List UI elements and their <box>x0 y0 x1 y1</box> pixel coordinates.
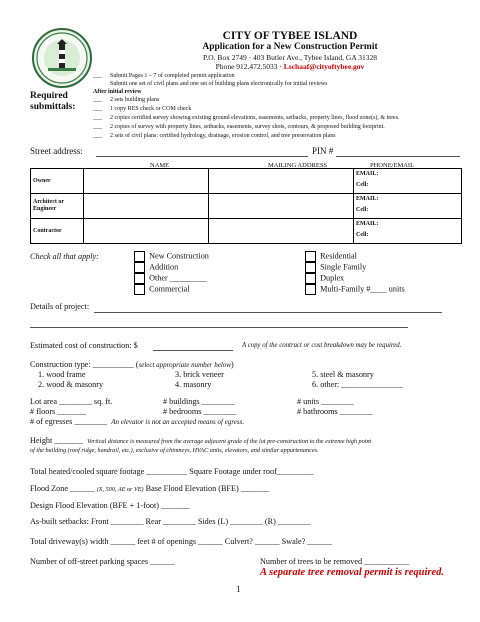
street-address-field[interactable] <box>96 156 308 157</box>
email-label: EMAIL: <box>356 171 379 177</box>
party-name-cell[interactable] <box>84 169 209 194</box>
submittal-item-7 <box>93 133 336 139</box>
col-name-header: NAME <box>150 162 170 169</box>
cell-label: Cell: <box>356 207 369 213</box>
ctype-option-1: 1. wood frame <box>38 370 86 379</box>
city-seal-logo <box>32 28 92 88</box>
submittal-item-4 <box>93 106 191 112</box>
blank-line: ___ <box>93 97 102 103</box>
cell-label: Cell: <box>356 232 369 238</box>
checkbox[interactable] <box>305 251 316 262</box>
submittal-item-3 <box>93 97 159 103</box>
option-label: Commercial <box>149 284 190 294</box>
option-label: Addition <box>149 262 179 272</box>
construction-type-close: ) <box>230 360 234 369</box>
street-address-label: Street address: <box>30 146 83 156</box>
pin-field[interactable] <box>336 156 460 157</box>
submittal-text: 2 copies certified survey showing existing ground elevations, easements, setbacks, property lines, flood zone(s), & trees. <box>110 115 400 121</box>
blank-line: ___ <box>93 115 102 121</box>
check-addition[interactable] <box>134 262 178 273</box>
party-mailing-cell[interactable] <box>209 169 354 194</box>
check-other[interactable] <box>134 273 207 284</box>
pin-label: PIN # <box>312 146 334 156</box>
option-label: Residential <box>320 251 357 261</box>
checkbox[interactable] <box>305 273 316 284</box>
height-note-1: Vertical distance is measured from the average adjacent grade of the lot pre-construction to the extreme high point <box>87 438 372 445</box>
parties-table <box>30 168 462 244</box>
check-residential[interactable] <box>305 251 357 262</box>
check-new-construction[interactable] <box>134 251 209 262</box>
driveway-row[interactable]: Total driveway(s) width ______ feet # of openings ______ Culvert? ______ Swale? ______ <box>30 537 332 546</box>
checkbox[interactable] <box>134 262 145 273</box>
buildings-count[interactable]: # buildings ________ <box>163 397 235 406</box>
party-name-cell[interactable] <box>84 219 209 244</box>
flood-zone-row <box>30 484 269 493</box>
after-initial-review: After initial review <box>93 89 142 95</box>
contact-email[interactable]: Lschaaf@cityoftybee.gov <box>283 62 365 71</box>
submittal-text: Submit Pages 1 – 7 of completed permit application <box>110 73 235 79</box>
submittal-item-5 <box>93 115 399 121</box>
blank-line: ___ <box>93 106 102 112</box>
parking-spaces[interactable]: Number of off-street parking spaces ______ <box>30 557 175 566</box>
party-contact-cell[interactable] <box>354 169 462 194</box>
option-label: Duplex <box>320 273 345 283</box>
construction-type-row <box>30 360 234 369</box>
submittal-item-1 <box>93 73 235 79</box>
square-footage-row[interactable]: Total heated/cooled square footage __________ Square Footage under roof_________ <box>30 467 314 476</box>
submittal-text: 2 sets of civil plans: certified hydrology, drainage, erosion control, and tree preservation plans <box>110 133 336 139</box>
option-label: Single Family <box>320 262 367 272</box>
submittal-item-2 <box>93 81 327 87</box>
details-field-line-2[interactable] <box>30 327 408 328</box>
cost-note: A copy of the contract or cost breakdown may be required. <box>242 342 402 349</box>
submittal-text: 2 sets building plans <box>110 97 160 103</box>
egress-row <box>30 417 244 426</box>
party-label: Architect or Engineer <box>31 194 84 219</box>
egress-note: An elevator is not an accepted means of egress. <box>111 418 245 426</box>
ctype-option-6: 6. other: _______________ <box>312 380 403 389</box>
email-label: EMAIL: <box>356 196 379 202</box>
blank-line: ___ <box>93 124 102 130</box>
checkbox[interactable] <box>305 262 316 273</box>
check-multi-family[interactable] <box>305 284 405 295</box>
checkbox[interactable] <box>134 273 145 284</box>
city-address: P.O. Box 2749 · 403 Butler Ave., Tybee Island, GA 31328 <box>203 53 377 62</box>
estimated-cost-label: Estimated cost of construction: $ <box>30 341 138 350</box>
submittal-text: 2 copies of survey with property lines, setbacks, easements, survey shots, contours, & proposed building footprint. <box>110 124 385 130</box>
height-note-2: of the building (roof ridge, handrail, etc.), exclusive of chimneys, HVAC units, elevators, and similar appurtenances. <box>30 447 319 454</box>
party-mailing-cell[interactable] <box>209 194 354 219</box>
floors-count[interactable]: # floors _______ <box>30 407 86 416</box>
ctype-option-5: 5. steel & masonry <box>312 370 374 379</box>
bathrooms-count[interactable]: # bathrooms ________ <box>297 407 373 416</box>
option-label: New Construction <box>149 251 209 261</box>
details-label: Details of project: <box>30 302 90 311</box>
bedrooms-count[interactable]: # bedrooms ________ <box>163 407 237 416</box>
check-duplex[interactable] <box>305 273 344 284</box>
lot-area[interactable]: Lot area ________ sq. ft. <box>30 397 113 406</box>
party-row-contractor <box>31 219 462 244</box>
option-label: Other _________ <box>149 273 207 283</box>
bfe-field[interactable]: Base Flood Elevation (BFE) _______ <box>143 484 270 493</box>
units-count[interactable]: # units ________ <box>297 397 354 406</box>
check-single-family[interactable] <box>305 262 366 273</box>
submittal-text: 1 copy RES check or COM check <box>110 106 192 112</box>
party-row-owner <box>31 169 462 194</box>
flood-zone-field[interactable]: Flood Zone ______ <box>30 484 97 493</box>
city-name: CITY OF TYBEE ISLAND <box>222 30 358 42</box>
party-mailing-cell[interactable] <box>209 219 354 244</box>
party-contact-cell[interactable] <box>354 219 462 244</box>
estimated-cost-field[interactable] <box>153 350 233 351</box>
flood-zone-hint: (X, 500, AE or VE) <box>96 486 144 493</box>
party-label: Contractor <box>31 219 84 244</box>
blank-line: ___ <box>93 73 102 79</box>
city-contact <box>160 62 420 71</box>
page-number: 1 <box>236 584 241 594</box>
ctype-option-3: 3. brick veneer <box>175 370 224 379</box>
construction-type-hint: select appropriate number below <box>138 361 231 369</box>
checkbox[interactable] <box>134 284 145 295</box>
checkbox[interactable] <box>134 251 145 262</box>
phone-text: Phone 912.472.5033 · <box>215 62 284 71</box>
email-label: EMAIL: <box>356 221 379 227</box>
party-label: Owner <box>31 169 84 194</box>
details-field-line-1[interactable] <box>94 312 442 313</box>
required-submittals-label <box>30 91 75 113</box>
required-label-2: submittals: <box>30 102 76 112</box>
submittal-text: Submit one set of civil plans and one set of building plans electronically for initial reviews <box>110 81 328 87</box>
party-row-architect <box>31 194 462 219</box>
design-flood-elevation[interactable]: Design Flood Elevation (BFE + 1-foot) _______ <box>30 501 190 510</box>
required-label-1: Required <box>30 91 68 101</box>
tree-permit-notice: A separate tree removal permit is required. <box>260 567 445 578</box>
ctype-option-2: 2. wood & masonry <box>38 380 104 389</box>
egress-count[interactable]: # of egresses ________ <box>30 417 108 426</box>
as-built-setbacks[interactable]: As-built setbacks: Front ________ Rear ________ Sides (L) ________ (R) ________ <box>30 517 311 526</box>
trees-removed[interactable]: Number of trees to be removed ___________ <box>260 557 410 566</box>
estimated-cost-row <box>30 341 138 350</box>
col-mailing-header: MAILING ADDRESS <box>268 162 328 169</box>
checkbox[interactable] <box>305 284 316 295</box>
construction-type-label: Construction type: __________ ( <box>30 360 139 369</box>
check-all-label: Check all that apply: <box>30 252 99 261</box>
col-phone-header: PHONE/EMAIL <box>370 162 415 169</box>
ctype-option-4: 4. masonry <box>175 380 212 389</box>
blank-line: ___ <box>93 133 102 139</box>
party-contact-cell[interactable] <box>354 194 462 219</box>
party-name-cell[interactable] <box>84 194 209 219</box>
check-commercial[interactable] <box>134 284 190 295</box>
option-label: Multi-Family #____ units <box>320 284 405 294</box>
submittal-item-6 <box>93 124 385 130</box>
cell-label: Cell: <box>356 182 369 188</box>
height-row <box>30 436 371 445</box>
form-title: Application for a New Construction Permit <box>202 42 378 52</box>
height-field[interactable]: Height _______ <box>30 436 83 445</box>
